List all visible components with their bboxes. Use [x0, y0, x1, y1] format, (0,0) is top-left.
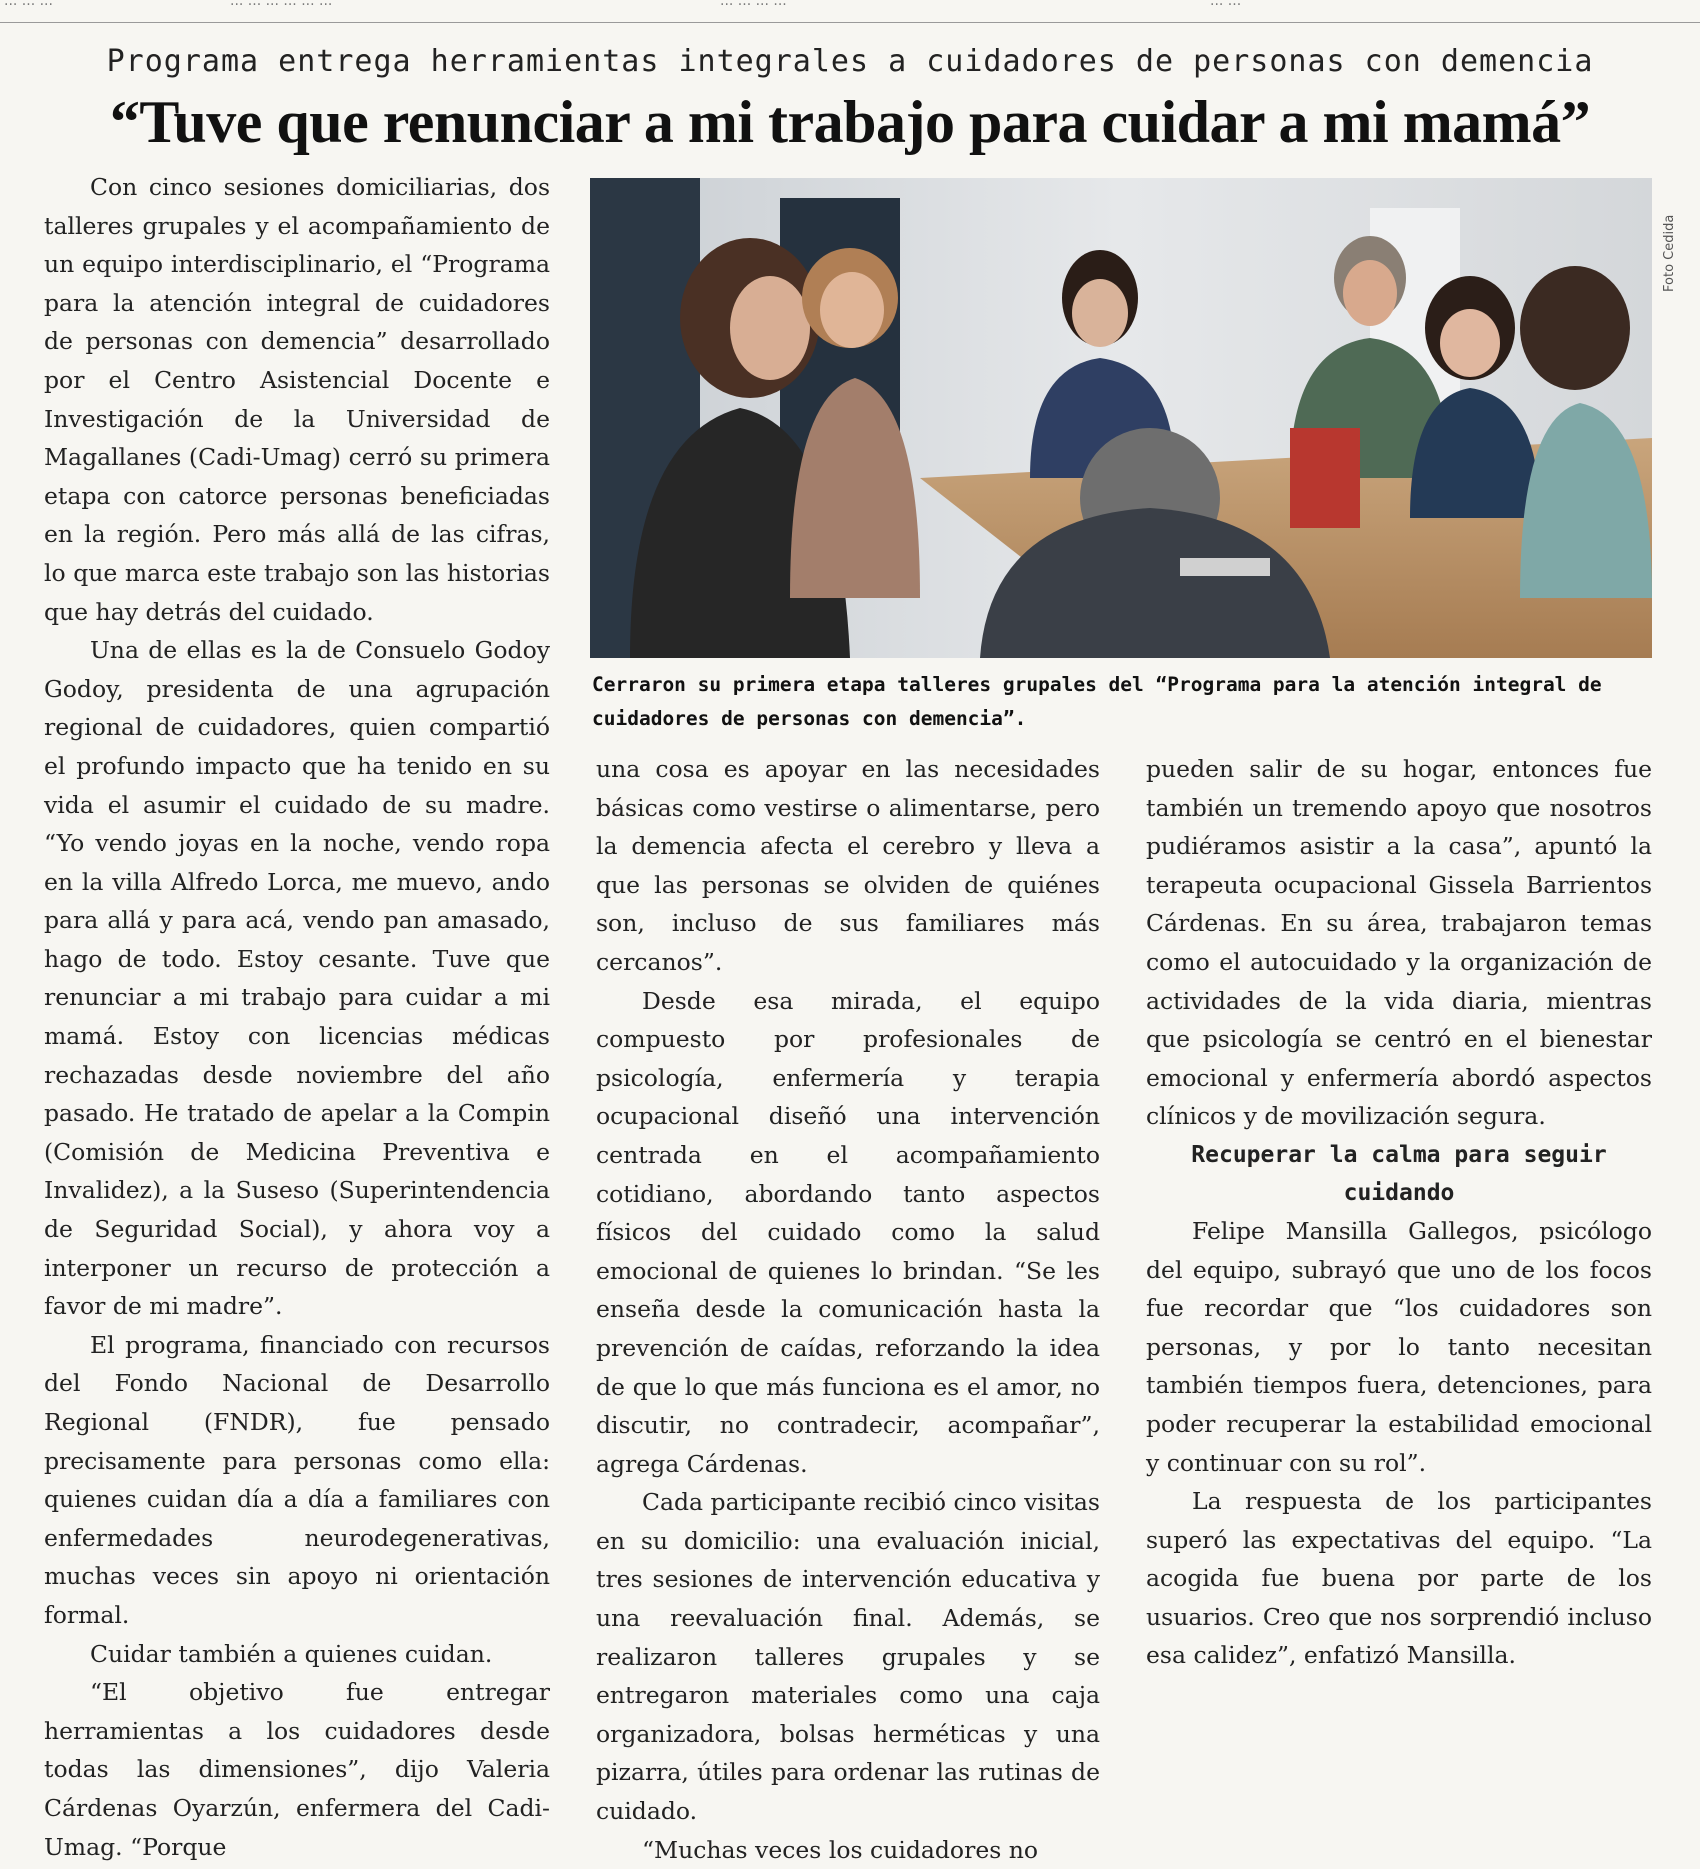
paragraph: Con cinco sesiones domiciliarias, dos talleres grupales y el acompañamiento de un equipo interdisciplinario, el “Programa para la atención integral de cuidadores de personas con demencia” desarrollado por el Centro Asistencial Docente e Investigación de la Universidad de Magallanes (Cadi-Umag) cerró su primera etapa con catorce personas beneficiadas en la región. Pero más allá de las cifras, lo que marca este trabajo son las historias que hay detrás del cuidado. [44, 173, 550, 626]
strip-text: ... ... ... ... ... ... [230, 0, 333, 9]
photo-illustration [590, 178, 1652, 658]
paragraph: Desde esa mirada, el equipo compuesto por profesionales de psicología, enfermería y terapia ocupacional diseñó una intervención centrada en el acompañamiento cotidiano, abordando tanto aspectos físicos del cuidado como la salud emocional de quienes lo brindan. “Se les enseña desde la comunicación hasta la prevención de caídas, reforzando la idea de que lo que más funciona es el amor, no discutir, no contradecir, acompañar”, agrega Cárdenas. [596, 986, 1100, 1478]
paragraph: El programa, financiado con recursos del Fondo Nacional de Desarrollo Regional (FNDR), fue pensado precisamente para personas como ella: quienes cuidan día a día a familiares con enfermedades neurodegenerativas, muchas veces sin apoyo ni orientación formal. [44, 1330, 550, 1629]
article-column-2 [596, 750, 1100, 1869]
paragraph: pueden salir de su hogar, entonces fue también un tremendo apoyo que nosotros pudiéramos asistir a la casa”, apuntó la terapeuta ocupacional Gissela Barrientos Cárdenas. En su área, trabajaron temas como el autocuidado y la organización de actividades de la vida diaria, mientras que psicología se centró en el bienestar emocional y enfermería abordó aspectos clínicos y de movilización segura. [1146, 755, 1652, 1131]
strip-text: ... ... ... [4, 0, 53, 9]
paragraph: una cosa es apoyar en las necesidades básicas como vestirse o alimentarse, pero la demencia afecta el cerebro y lleva a que las personas se olviden de quiénes son, incluso de sus familiares más cercanos”. [596, 755, 1100, 976]
previous-article-strip [0, 0, 1700, 23]
article-photo [590, 178, 1652, 658]
strip-text: ... ... [1210, 0, 1242, 9]
article-column-1 [44, 168, 550, 1866]
paragraph: “Muchas veces los cuidadores no [642, 1835, 1039, 1864]
section-subhead: Recuperar la calma para seguir cuidando [1191, 1141, 1607, 1206]
strip-text: ... ... ... ... [720, 0, 787, 9]
paragraph: Cuidar también a quienes cuidan. [90, 1639, 493, 1668]
paragraph: Una de ellas es la de Consuelo Godoy Godoy, presidenta de una agrupación regional de cuidadores, quien compartió el profundo impacto que ha tenido en su vida el asumir el cuidado de su madre. “Yo vendo joyas en la noche, vendo ropa en la villa Alfredo Lorca, me muevo, ando para allá y para acá, vendo pan amasado, hago de todo. Estoy cesante. Tuve que renunciar a mi trabajo para cuidar a mi mamá. Estoy con licencias médicas rechazadas desde noviembre del año pasado. He tratado de apelar a la Compin (Comisión de Medicina Preventiva e Invalidez), a la Suseso (Superintendencia de Seguridad Social), y ahora voy a interponer un recurso de protección a favor de mi madre”. [44, 636, 550, 1321]
photo-credit: Foto Cedida [1662, 214, 1677, 292]
photo-caption: Cerraron su primera etapa talleres grupales del “Programa para la atención integral de cuidadores de personas con demencia”. [592, 673, 1602, 730]
article-headline: “Tuve que renunciar a mi trabajo para cuidar a mi mamá” [109, 89, 1591, 155]
paragraph: La respuesta de los participantes superó las expectativas del equipo. “La acogida fue buena por parte de los usuarios. Creo que nos sorprendió incluso esa calidez”, enfatizó Mansilla. [1146, 1487, 1652, 1670]
paragraph: “El objetivo fue entregar herramientas a los cuidadores desde todas las dimensiones”, dijo Valeria Cárdenas Oyarzún, enfermera del Cadi-Umag. “Porque [44, 1678, 550, 1861]
paragraph: Felipe Mansilla Gallegos, psicólogo del equipo, subrayó que uno de los focos fue recordar que “los cuidadores son personas, y por lo tanto necesitan también tiempos fuera, detenciones, para poder recuperar la estabilidad emocional y continuar con su rol”. [1146, 1216, 1652, 1477]
paragraph: Cada participante recibió cinco visitas en su domicilio: una evaluación inicial, tres sesiones de intervención educativa y una reevaluación final. Además, se realizaron talleres grupales y se entregaron materiales como una caja organizadora, bolsas herméticas y una pizarra, útiles para ordenar las rutinas de cuidado. [596, 1488, 1100, 1826]
article-column-3 [1146, 750, 1652, 1675]
article-kicker: Programa entrega herramientas integrales a cuidadores de personas con demencia [106, 44, 1594, 79]
